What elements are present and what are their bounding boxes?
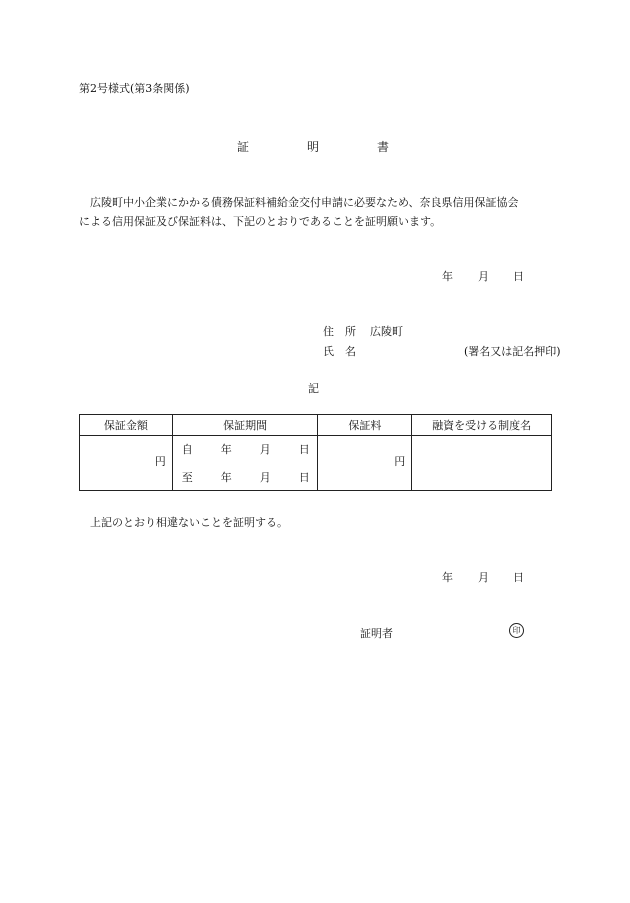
header-amount: 保証金額 (80, 415, 173, 436)
certificate-table (79, 414, 552, 491)
intro-line-2: による信用保証及び保証料は、下記のとおりであることを証明願います。 (79, 215, 442, 228)
period-to-month: 月 (259, 471, 271, 484)
table-header-row (80, 415, 552, 436)
address-value: 広陵町 (370, 325, 403, 338)
period-from-year: 年 (220, 443, 232, 456)
period-to-row (182, 469, 310, 485)
date-top-month: 月 (478, 270, 489, 283)
fee-cell (318, 436, 412, 491)
period-from-label: 自 (181, 443, 193, 456)
name-note: (署名又は記名押印) (464, 345, 561, 358)
title-char-3: 書 (377, 140, 390, 154)
header-period: 保証期間 (172, 415, 318, 436)
program-cell (412, 436, 552, 491)
date-top-day: 日 (513, 270, 524, 283)
closing-statement: 上記のとおり相違ないことを証明する。 (90, 516, 288, 529)
period-to-label: 至 (181, 471, 193, 484)
date-bottom-month: 月 (478, 571, 489, 584)
seal-text: 印 (509, 623, 524, 638)
fee-unit: 円 (394, 455, 406, 468)
table-row (80, 436, 552, 491)
ki-label: 記 (308, 382, 319, 395)
title-char-1: 証 (237, 140, 250, 154)
amount-unit: 円 (154, 455, 166, 468)
form-number: 第2号様式(第3条関係) (79, 82, 190, 95)
title-char-2: 明 (307, 140, 320, 154)
header-program: 融資を受ける制度名 (412, 415, 552, 436)
period-cell (172, 436, 318, 491)
period-from-row (182, 441, 310, 457)
seal-icon (509, 623, 524, 638)
header-fee: 保証料 (318, 415, 412, 436)
amount-cell (80, 436, 173, 491)
date-bottom-year: 年 (442, 571, 453, 584)
intro-line-1: 広陵町中小企業にかかる債務保証料補給金交付申請に必要なため、奈良県信用保証協会 (90, 196, 519, 209)
period-from-day: 日 (298, 443, 310, 456)
date-top-year: 年 (442, 270, 453, 283)
name-label: 氏 名 (323, 345, 356, 358)
date-bottom-day: 日 (513, 571, 524, 584)
certifier-label: 証明者 (360, 627, 393, 640)
period-to-year: 年 (220, 471, 232, 484)
period-from-month: 月 (259, 443, 271, 456)
period-to-day: 日 (298, 471, 310, 484)
address-label: 住 所 (323, 325, 356, 338)
